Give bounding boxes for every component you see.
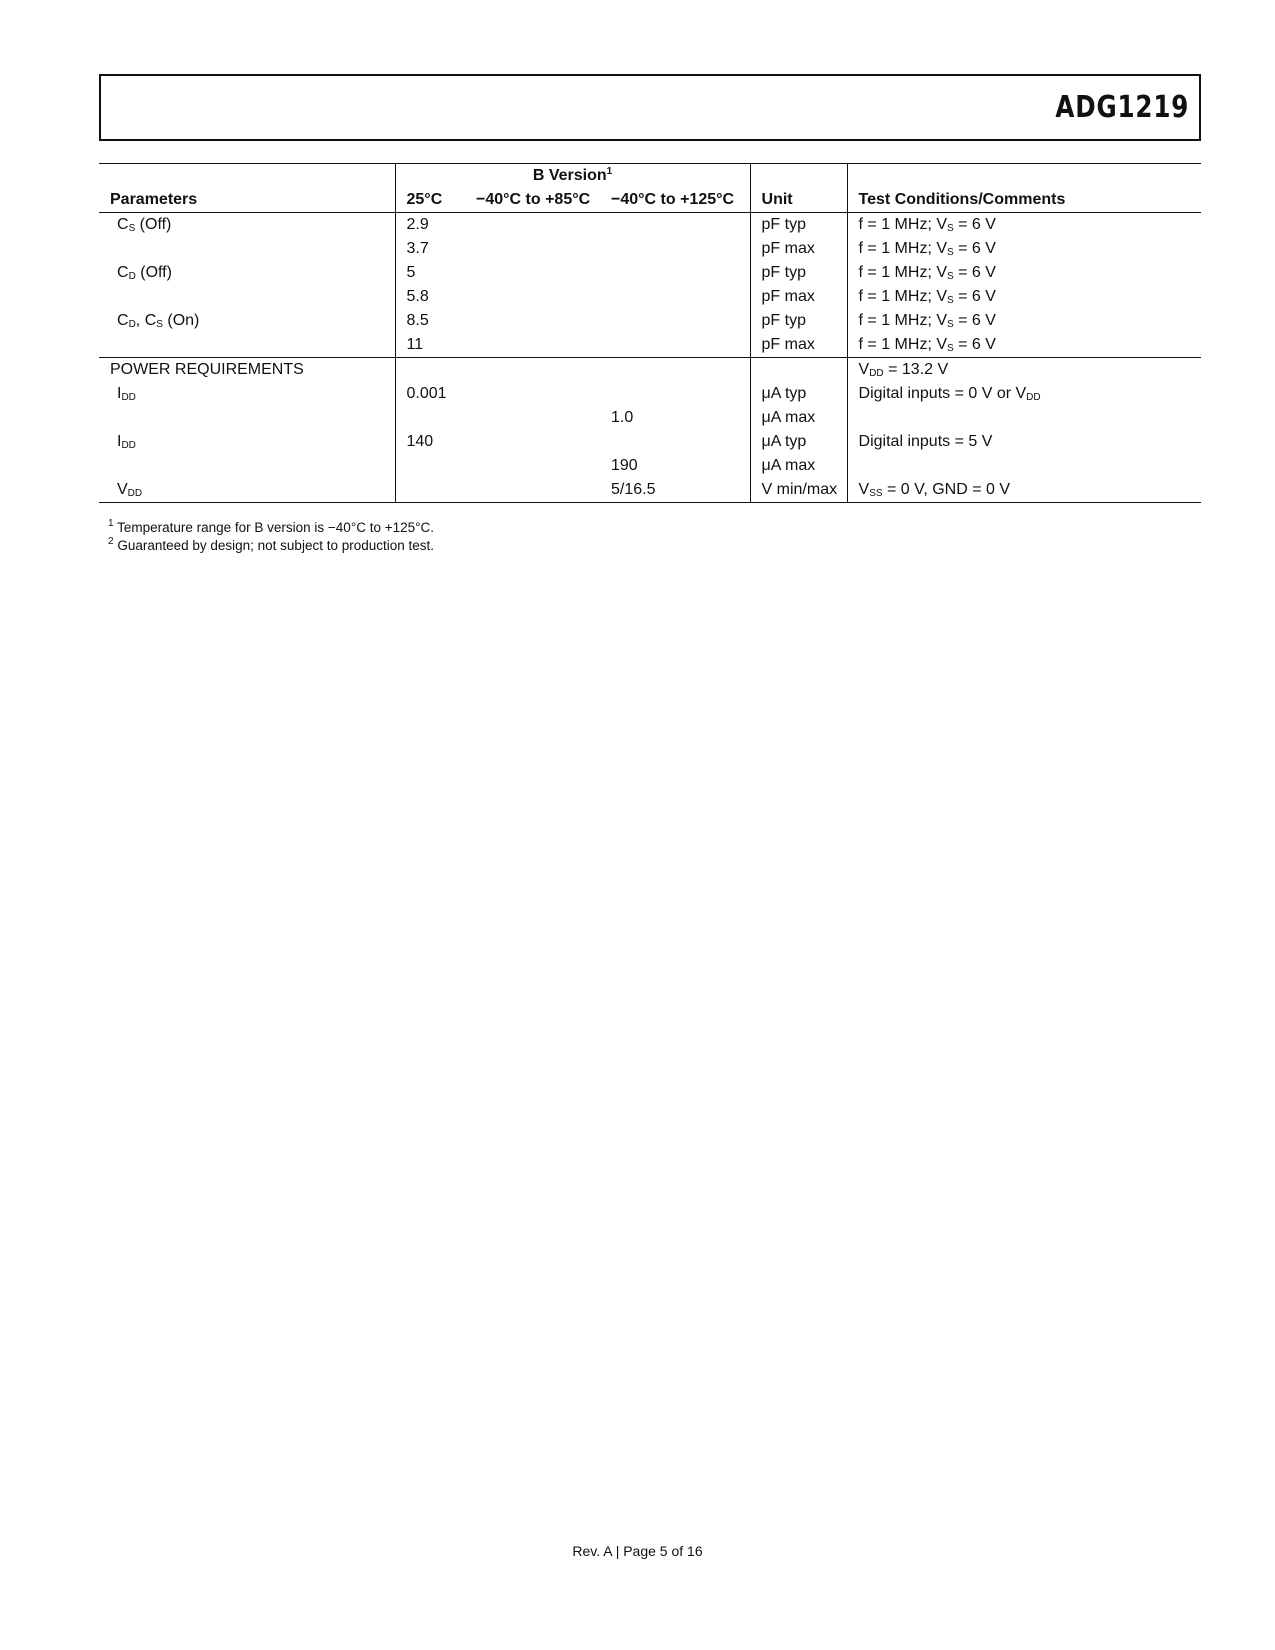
unit-cell: μA typ — [750, 382, 847, 406]
condition-cell: f = 1 MHz; $V_S = 6$ V — [847, 237, 1201, 261]
table-header-row-group — [99, 164, 1201, 189]
footnote-1: $^1$ Temperature range for B version is −40°C to +125°C. — [108, 518, 435, 535]
unit-cell: pF max — [750, 333, 847, 358]
column-header-85c: −40°C to +85°C — [465, 188, 600, 213]
page-header-box — [99, 74, 1201, 141]
value-125c: 5/16.5 — [600, 478, 750, 503]
condition-cell: f = 1 MHz; $V_S = 6$ V — [847, 213, 1201, 238]
condition-cell: Digital inputs = 5 V — [847, 430, 1201, 454]
value-85c — [465, 454, 600, 478]
unit-cell: μA max — [750, 406, 847, 430]
value-25c — [395, 478, 465, 503]
condition-cell — [847, 406, 1201, 430]
section-title: POWER REQUIREMENTS — [99, 358, 395, 383]
value-85c — [465, 237, 600, 261]
value-25c: 11 — [395, 333, 465, 358]
value-25c: 2.9 — [395, 213, 465, 238]
footnotes — [108, 519, 434, 555]
value-85c — [465, 406, 600, 430]
unit-cell: pF max — [750, 237, 847, 261]
condition-cell: $V_{SS} = 0$ V, GND = 0 V — [847, 478, 1201, 503]
value-125c: 1.0 — [611, 409, 634, 426]
condition-cell: f = 1 MHz; $V_S = 6$ V — [847, 333, 1201, 358]
condition-cell: f = 1 MHz; $V_S = 6$ V — [847, 285, 1201, 309]
value-25c: 5 — [395, 261, 465, 285]
value-25c: 0.001 — [395, 382, 465, 406]
table-header-row-columns — [99, 188, 1201, 213]
param-cell — [99, 406, 395, 430]
table-row — [99, 285, 1201, 309]
table-row — [99, 382, 1201, 406]
unit-cell: pF typ — [750, 261, 847, 285]
table-row — [99, 430, 1201, 454]
param-cell: $C_D$, $C_S$ (On) — [117, 312, 200, 330]
value-85c — [465, 382, 600, 406]
value-125c — [600, 261, 750, 285]
param-cell: $C_S$ (Off) — [117, 216, 172, 234]
value-85c — [465, 430, 600, 454]
value-125c — [600, 213, 750, 238]
column-header-125c: −40°C to +125°C — [600, 188, 750, 213]
value-125c — [600, 309, 750, 333]
page-footer: Rev. A | Page 5 of 16 — [572, 1543, 703, 1559]
table-row — [99, 309, 1201, 333]
header-empty-cond — [847, 164, 1201, 189]
value-85c — [465, 478, 600, 503]
unit-cell: μA max — [750, 454, 847, 478]
value-85c — [465, 213, 600, 238]
unit-cell: pF typ — [750, 213, 847, 238]
header-empty-cell — [99, 164, 395, 189]
value-25c: 140 — [395, 430, 465, 454]
b-version-header: B Version$^1$ — [395, 164, 750, 189]
param-cell — [99, 333, 395, 358]
unit-cell: pF max — [750, 285, 847, 309]
table-row — [99, 478, 1201, 503]
table-row — [99, 237, 1201, 261]
column-header-parameters: Parameters — [99, 188, 395, 213]
param-cell — [99, 285, 395, 309]
param-cell: $V_{DD}$ — [99, 478, 395, 503]
param-cell: $I_{DD}$ — [117, 385, 136, 403]
param-cell — [99, 454, 395, 478]
condition-cell: $V_{DD} = 13.2$ V — [847, 358, 1201, 383]
value-85c — [465, 309, 600, 333]
table-row — [99, 454, 1201, 478]
header-empty-unit — [750, 164, 847, 189]
condition-cell: Digital inputs = 0 V or $V_{DD}$ — [847, 382, 1201, 406]
unit-cell: pF typ — [750, 309, 847, 333]
table-row-section — [99, 358, 1201, 383]
table-row — [99, 406, 1201, 430]
value-25c — [395, 454, 465, 478]
value-125c — [600, 358, 750, 383]
value-125c: 190 — [611, 457, 638, 474]
unit-cell: V min/max — [750, 478, 847, 503]
column-header-unit: Unit — [750, 188, 847, 213]
table-row — [99, 333, 1201, 358]
value-25c — [395, 358, 465, 383]
condition-cell — [847, 454, 1201, 478]
column-header-25c: 25°C — [395, 188, 465, 213]
table-row — [99, 261, 1201, 285]
value-25c: 5.8 — [395, 285, 465, 309]
value-85c — [465, 333, 600, 358]
value-125c — [600, 430, 750, 454]
unit-cell — [750, 358, 847, 383]
table-row — [99, 213, 1201, 238]
condition-cell: f = 1 MHz; $V_S = 6$ V — [847, 261, 1201, 285]
value-25c: 3.7 — [395, 237, 465, 261]
param-cell: $C_D$ (Off) — [117, 264, 172, 282]
value-125c — [600, 285, 750, 309]
document-title: ADG1219 — [1055, 90, 1189, 125]
specifications-table — [99, 163, 1201, 503]
condition-cell: f = 1 MHz; $V_S = 6$ V — [847, 309, 1201, 333]
value-125c — [600, 333, 750, 358]
param-cell — [99, 237, 395, 261]
value-125c — [600, 237, 750, 261]
value-125c — [600, 382, 750, 406]
column-header-conditions: Test Conditions/Comments — [847, 188, 1201, 213]
unit-cell: μA typ — [750, 430, 847, 454]
value-85c — [465, 261, 600, 285]
param-cell: $I_{DD}$ — [117, 433, 136, 451]
value-25c: 8.5 — [395, 309, 465, 333]
value-25c — [395, 406, 465, 430]
value-85c — [465, 285, 600, 309]
footnote-2: $^2$ Guaranteed by design; not subject to production test. — [108, 536, 435, 553]
value-85c — [465, 358, 600, 383]
